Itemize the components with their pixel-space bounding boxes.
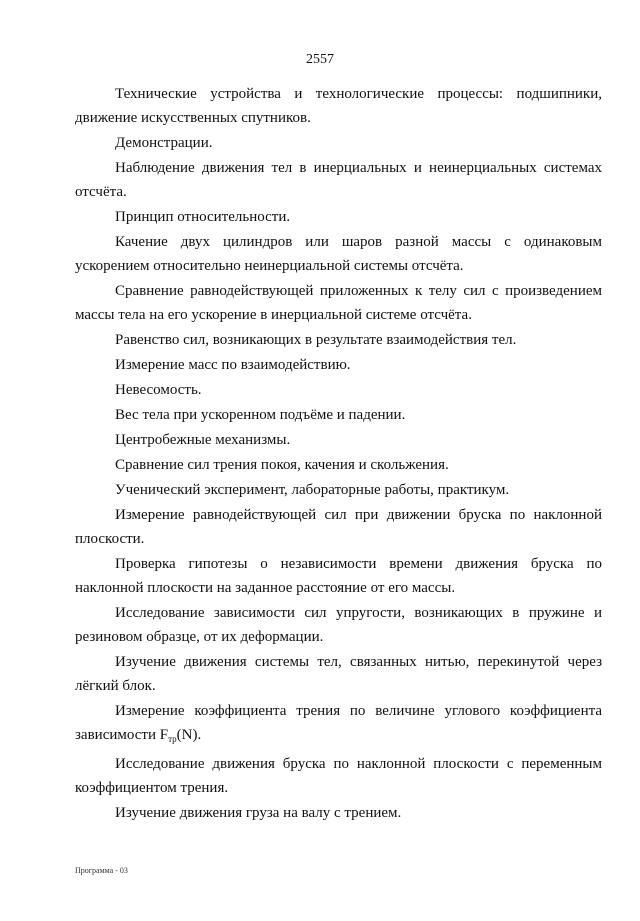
paragraph: Измерение масс по взаимодействию. [115,357,351,373]
paragraph: Сравнение сил трения покоя, качения и скольжения. [115,457,449,473]
paragraph: Измерение коэффициента трения по величине углового коэффициента [115,703,602,719]
paragraph: Демонстрации. [115,135,213,151]
paragraph: Изучение движения груза на валу с трением. [115,805,402,821]
paragraph: Сравнение равнодействующей приложенных к телу сил с произведением массы тела на его ускорение в инерциальной системе отсчёта. [75,283,602,323]
paragraph: Технические устройства и технологические процессы: подшипники, движение искусственных спутников. [75,86,602,126]
paragraph: Исследование зависимости сил упругости, возникающих в пружине и резиновом образце, от их деформации. [75,605,602,645]
paragraph: Качение двух цилиндров или шаров разной массы с одинаковым ускорением относительно неинерциальной системы отсчёта. [75,234,602,274]
paragraph: Ученический эксперимент, лабораторные работы, практикум. [115,482,510,498]
document-body [75,82,602,825]
paragraph: Вес тела при ускоренном подъёме и падении. [115,407,406,423]
paragraph: Центробежные механизмы. [115,432,291,448]
paragraph: Проверка гипотезы о независимости времени движения бруска по наклонной плоскости на заданное расстояние от его массы. [75,556,602,596]
formula-subscript: тр [168,734,177,744]
page-number: 2557 [306,52,334,67]
formula-line [75,723,602,751]
paragraph: Равенство сил, возникающих в результате взаимодействия тел. [115,332,517,348]
paragraph: Изучение движения системы тел, связанных нитью, перекинутой через лёгкий блок. [75,654,602,694]
formula-suffix: (N). [176,727,202,743]
paragraph: Исследование движения бруска по наклонной плоскости с переменным коэффициентом трения. [75,756,602,796]
paragraph: Измерение равнодействующей сил при движении бруска по наклонной плоскости. [75,507,602,547]
formula-prefix: зависимости F [75,727,169,743]
paragraph: Невесомость. [115,382,202,398]
paragraph: Принцип относительности. [115,209,291,225]
footer-note: Программа - 03 [75,866,128,875]
paragraph: Наблюдение движения тел в инерциальных и неинерциальных системах отсчёта. [75,160,602,200]
